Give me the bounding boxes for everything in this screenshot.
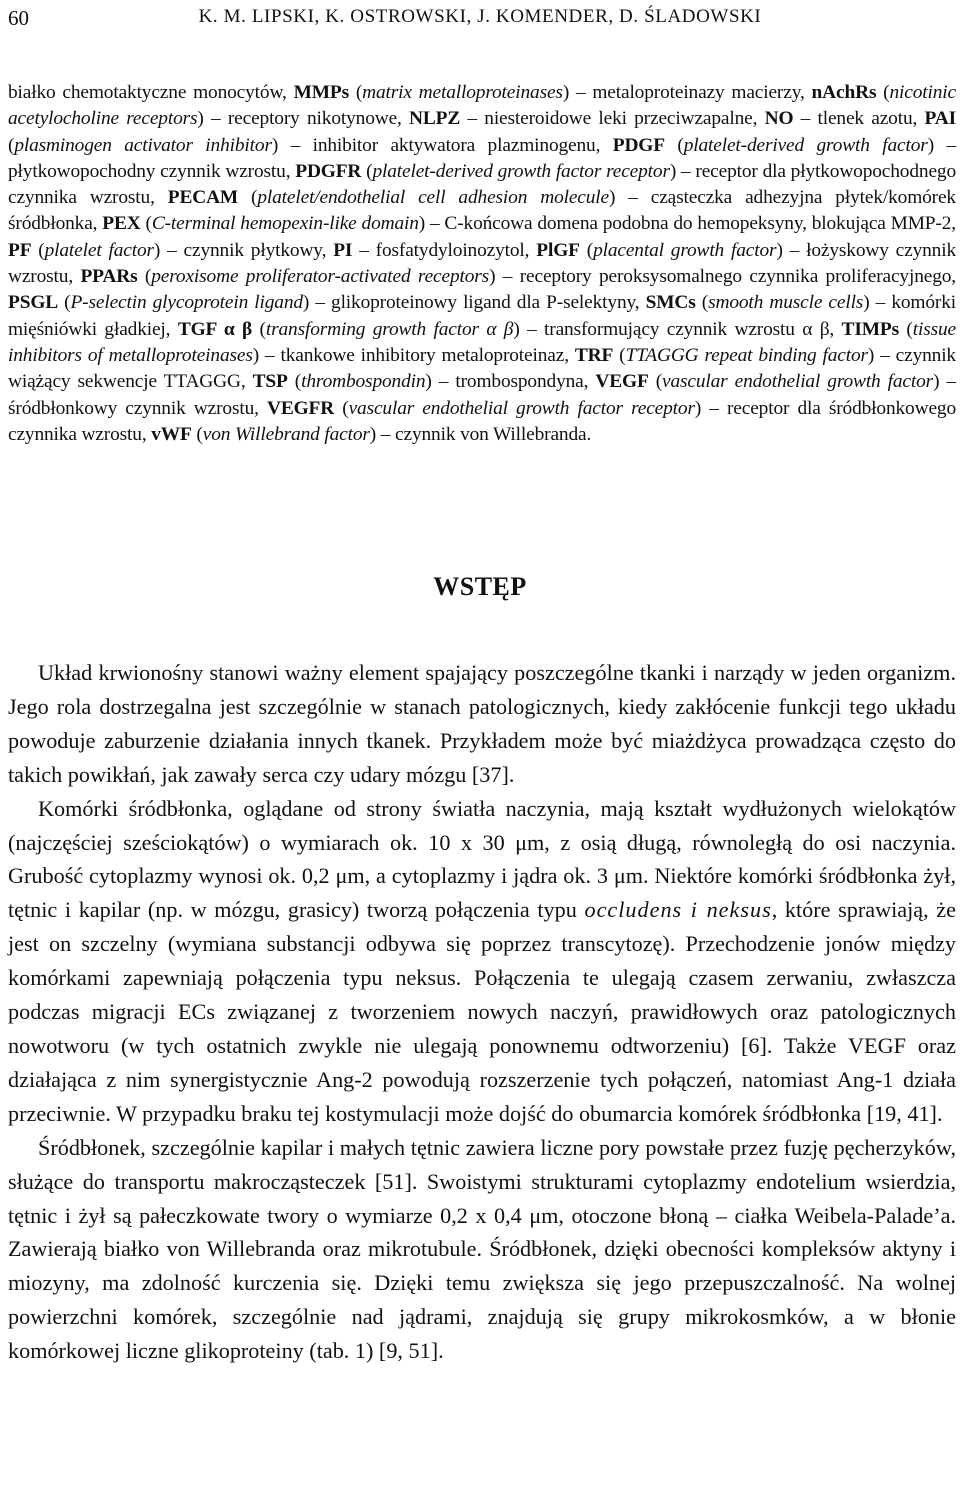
page-number: 60 bbox=[8, 6, 29, 30]
abbreviation-entry: VEGF (vascular endothelial growth factor) – śródbłonkowy czynnik wzrostu, bbox=[8, 371, 956, 419]
abbreviation-expansion: platelet-derived growth factor bbox=[683, 134, 928, 156]
abbreviation-term: PEX bbox=[102, 213, 141, 235]
abbreviation-expansion: smooth muscle cells bbox=[708, 292, 864, 314]
abbreviation-definition: – fosfatydyloinozytol, bbox=[352, 239, 537, 261]
paragraph-text: Układ krwionośny stanowi ważny element spajający poszczególne tkanki i narządy w jeden organizm. Jego rola dostrzegalna jest szczególnie w stanach patologicznych, kiedy zakłócenie funkcji tego układu powoduje zaburzenie działania innych tkanek. Przykładem może być miażdżyca prowadząca często do takich powikłań, jak zawały serca czy udary mózgu [37]. bbox=[8, 660, 956, 787]
section-heading: WSTĘP bbox=[433, 572, 527, 601]
abbreviation-entry: PDGFR (platelet-derived growth factor receptor) – receptor dla płytkowopochodnego czynnika wzrostu, bbox=[8, 160, 956, 209]
abbreviation-definition: – czynnik von Willebranda. bbox=[376, 423, 592, 445]
abbreviation-term: NLPZ bbox=[409, 108, 461, 130]
paragraph bbox=[8, 656, 956, 792]
abbreviation-definition: – tkankowe inhibitory metaloproteinaz, bbox=[259, 344, 575, 366]
abbreviations-list bbox=[8, 80, 956, 448]
abbreviation-expansion: peroxisome proliferator-activated receptors bbox=[151, 266, 490, 288]
abbreviation-expansion: tissue inhibitors of metalloproteinases bbox=[8, 318, 956, 366]
abbreviation-expansion: nicotinic acetylocholine receptors bbox=[8, 82, 956, 130]
abbreviation-expansion: matrix metalloproteinases bbox=[362, 82, 563, 103]
abbreviation-definition: – płytkowopochodny czynnik wzrostu, bbox=[8, 134, 957, 182]
abbreviation-term: PECAM bbox=[167, 187, 239, 209]
paragraph bbox=[8, 792, 956, 1131]
abbreviation-definition: – cząsteczka adhezyjna płytek/komórek śródbłonka, bbox=[8, 187, 956, 235]
abbreviation-entry: PF (platelet factor) – czynnik płytkowy, bbox=[8, 239, 334, 261]
paragraph-text: , które sprawiają, że jest on szczelny (wymiana substancji odbywa się poprzez transcytozę). Przechodzenie jonów między komórkami zapewniają połączenia typu neksus. Połączenia te ulegają czasem zerwaniu, zwłaszcza podczas migracji ECs związanej z tworzeniem nowych naczyń, prawidłowych oraz patologicznych nowotworu (w tych ostatnich zwykle nie ulegają ponownemu odtworzeniu) [6]. Także VEGF oraz działająca z nim synergistycznie Ang-2 powodują rozszerzenie tych połączeń, natomiast Ang-1 działa przeciwnie. W przypadku braku tej kostymulacji może dojść do obumarcia komórek śródbłonka [19, 41]. bbox=[8, 897, 957, 1126]
abbreviation-term: PDGF bbox=[612, 134, 665, 156]
abbreviation-entry: PAI (plasminogen activator inhibitor) – inhibitor aktywatora plazminogenu, bbox=[8, 108, 957, 156]
abbreviation-entry: SMCs (smooth muscle cells) – komórki mięśniówki gładkiej, bbox=[8, 292, 956, 340]
abbreviation-term: PI bbox=[333, 239, 353, 261]
abbreviation-term: PAI bbox=[924, 108, 957, 130]
abbreviation-entry bbox=[333, 240, 536, 261]
abbreviation-definition: – czynnik płytkowy, bbox=[160, 239, 334, 261]
abbreviation-entry: TRF (TTAGGG repeat binding factor) – czynnik wiążący sekwencje TTAGGG, bbox=[8, 344, 956, 393]
abbreviation-expansion: P-selectin glycoprotein ligand bbox=[70, 292, 303, 314]
abbreviation-expansion: placental growth factor bbox=[593, 239, 777, 261]
abbreviation-term: nAchRs bbox=[811, 82, 877, 103]
abbreviation-expansion: von Willebrand factor bbox=[202, 423, 370, 445]
abbreviation-entry: TSP (thrombospondin) – trombospondyna, bbox=[252, 371, 596, 393]
abbreviation-entry: vWF (von Willebrand factor) – czynnik von Willebranda. bbox=[151, 423, 592, 445]
abbreviation-entry: PlGF (placental growth factor) – łożyskowy czynnik wzrostu, bbox=[8, 239, 957, 288]
body-text bbox=[8, 656, 956, 1368]
abbreviation-definition: – łożyskowy czynnik wzrostu, bbox=[8, 239, 957, 288]
abbreviation-term: TIMPs bbox=[841, 318, 899, 340]
abbreviation-term: SMCs bbox=[645, 292, 696, 314]
abbreviation-definition: – transformujący czynnik wzrostu α β, bbox=[519, 318, 842, 340]
abbreviation-term: VEGF bbox=[595, 371, 649, 393]
abbreviation-term: PPARs bbox=[80, 266, 138, 288]
abbreviation-entry: VEGFR (vascular endothelial growth factor receptor) – receptor dla śródbłonkowego czynnika wzrostu, bbox=[8, 397, 956, 445]
abbreviation-definition: – C-końcowa domena podobna do hemopeksyny, blokująca MMP-2, bbox=[425, 213, 956, 235]
abbreviation-term: TSP bbox=[252, 371, 288, 393]
abbreviation-term: NO bbox=[764, 108, 794, 130]
abbreviation-term: PF bbox=[8, 239, 32, 261]
abbreviation-definition: – metaloproteinazy macierzy, bbox=[569, 82, 812, 103]
abbreviation-term: TGF α β bbox=[177, 318, 253, 340]
paragraph bbox=[8, 1131, 956, 1368]
abbreviation-term: VEGFR bbox=[266, 397, 335, 419]
abbreviation-entry: nAchRs (nicotinic acetylocholine receptors) – receptory nikotynowe, bbox=[8, 82, 956, 130]
abbreviation-term: PDGFR bbox=[295, 160, 362, 182]
abbreviation-definition: – glikoproteinowy ligand dla P-selektyny, bbox=[309, 292, 646, 314]
abbreviation-entry: PPARs (peroxisome proliferator-activated receptors) – receptory peroksysomalnego czynnika proliferacyjnego, bbox=[80, 266, 956, 288]
abbreviation-expansion: thrombospondin bbox=[301, 371, 426, 393]
abbreviation-definition: – receptor dla płytkowopochodnego czynnika wzrostu, bbox=[8, 160, 956, 209]
emphasized-term: occludens i neksus bbox=[584, 897, 772, 923]
abbreviation-definition: białko chemotaktyczne monocytów, bbox=[8, 82, 294, 103]
abbreviation-entry: PECAM (platelet/endothelial cell adhesion molecule) – cząsteczka adhezyjna płytek/komórek śródbłonka, bbox=[8, 187, 956, 235]
running-head: K. M. LIPSKI, K. OSTROWSKI, J. KOMENDER, D. ŚLADOWSKI bbox=[198, 6, 762, 27]
abbreviation-definition: – receptory peroksysomalnego czynnika proliferacyjnego, bbox=[495, 266, 956, 288]
abbreviation-definition: – trombospondyna, bbox=[431, 371, 596, 393]
abbreviation-entry: TGF α β (transforming growth factor α β) – transformujący czynnik wzrostu α β, bbox=[177, 318, 842, 340]
abbreviation-definition: – tlenek azotu, bbox=[793, 108, 925, 130]
abbreviation-definition: – receptor dla śródbłonkowego czynnika wzrostu, bbox=[8, 397, 956, 445]
abbreviation-expansion: TTAGGG repeat binding factor bbox=[625, 344, 868, 366]
abbreviation-expansion: plasminogen activator inhibitor bbox=[14, 134, 272, 156]
abbreviation-term: TRF bbox=[574, 344, 614, 366]
abbreviation-expansion: platelet-derived growth factor receptor bbox=[372, 160, 670, 182]
abbreviation-definition: – śródbłonkowy czynnik wzrostu, bbox=[8, 371, 956, 419]
abbreviation-definition: – czynnik wiążący sekwencje TTAGGG, bbox=[8, 344, 956, 393]
abbreviation-entry bbox=[409, 108, 765, 129]
abbreviation-definition: – niesteroidowe leki przeciwzapalne, bbox=[460, 108, 765, 130]
abbreviation-entry: TIMPs (tissue inhibitors of metalloproteinases) – tkankowe inhibitory metaloproteinaz, bbox=[8, 318, 956, 366]
abbreviation-entry: PDGF (platelet-derived growth factor) – płytkowopochodny czynnik wzrostu, bbox=[8, 134, 957, 182]
abbreviation-entry bbox=[8, 82, 294, 103]
abbreviation-entry bbox=[765, 108, 925, 129]
abbreviation-entry: PSGL (P-selectin glycoprotein ligand) – glikoproteinowy ligand dla P-selektyny, bbox=[8, 292, 646, 314]
abbreviation-expansion: C-terminal hemopexin-like domain bbox=[151, 213, 419, 235]
abbreviation-entry: MMPs (matrix metalloproteinases) – metaloproteinazy macierzy, bbox=[293, 82, 812, 103]
abbreviation-definition: – komórki mięśniówki gładkiej, bbox=[8, 292, 956, 340]
abbreviation-entry: PEX (C-terminal hemopexin-like domain) – C-końcowa domena podobna do hemopeksyny, blokująca MMP-2, bbox=[102, 213, 956, 235]
abbreviation-term: vWF bbox=[151, 423, 192, 445]
abbreviation-term: PlGF bbox=[536, 239, 580, 261]
abbreviation-expansion: vascular endothelial growth factor receptor bbox=[348, 397, 695, 419]
abbreviation-expansion: platelet factor bbox=[44, 239, 154, 261]
paragraph-text: Komórki śródbłonka, oglądane od strony światła naczynia, mają kształt wydłużonych wielokątów (najczęściej sześciokątów) o wymiarach ok. 10 x 30 μm, z osią długą, równoległą do osi naczynia. Grubość cytoplazmy wynosi ok. 0,2 μm, a cytoplazmy i jądra ok. 3 μm. Niektóre komórki śródbłonka żył, tętnic i kapilar (np. w mózgu, grasicy) tworzą połączenia typu bbox=[8, 795, 956, 923]
abbreviation-term: MMPs bbox=[293, 82, 349, 103]
abbreviation-expansion: transforming growth factor α β bbox=[265, 318, 514, 340]
page-header bbox=[0, 0, 960, 40]
abbreviation-expansion: vascular endothelial growth factor bbox=[662, 371, 934, 393]
paragraph-text: Śródbłonek, szczególnie kapilar i małych tętnic zawiera liczne pory powstałe przez fuzję pęcherzyków, służące do transportu makrocząsteczek [51]. Swoistymi strukturami cytoplazmy endotelium wsierdzia, tętnic i żył są pałeczkowate twory o wymiarze 0,2 x 0,4 μm, otoczone błoną – ciałka Weibela-Palade’a. Zawierają białko von Willebranda oraz mikrotubule. Śródbłonek, dzięki obecności kompleksów aktyny i miozyny, ma zdolność kurczenia się. Dzięki temu zwiększa się jego przepuszczalność. Na wolnej powierzchni komórek, szczególnie nad jądrami, znajdują się grupy mikrokosmków, a w błonie komórkowej liczne glikoproteiny (tab. 1) [9, 51]. bbox=[8, 1134, 956, 1364]
abbreviation-definition: – inhibitor aktywatora plazminogenu, bbox=[278, 134, 613, 156]
abbreviation-expansion: platelet/endothelial cell adhesion molecule bbox=[257, 187, 609, 209]
abbreviation-term: PSGL bbox=[8, 292, 59, 314]
abbreviation-definition: – receptory nikotynowe, bbox=[203, 108, 410, 130]
